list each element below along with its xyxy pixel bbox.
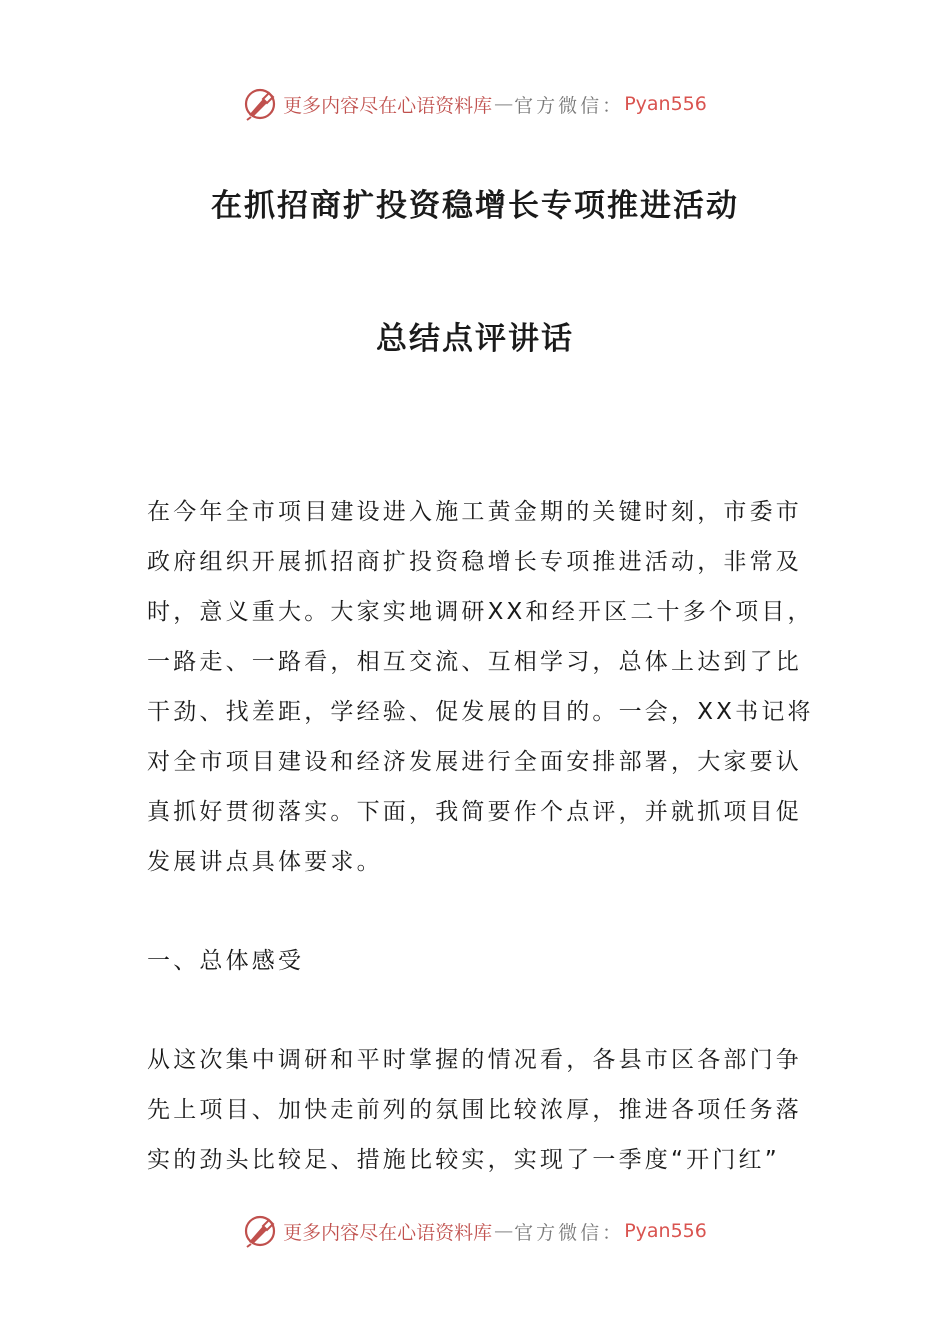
paragraph-line: 政府组织开展抓招商扩投资稳增长专项推进活动，非常及 bbox=[147, 549, 802, 575]
body-paragraph-1 bbox=[147, 487, 814, 887]
watermark-banner-bottom bbox=[0, 1211, 950, 1251]
body-paragraph-2 bbox=[147, 1035, 807, 1185]
watermark-banner-top bbox=[0, 84, 950, 124]
paragraph-line: 一路走、一路看，相互交流、互相学习，总体上达到了比 bbox=[147, 649, 802, 675]
document-title-line-2: 总结点评讲话 bbox=[376, 321, 574, 357]
watermark-library-text: 更多内容尽在心语资料库 bbox=[283, 94, 493, 117]
pen-nib-logo-icon bbox=[243, 87, 277, 121]
document-title-line-1: 在抓招商扩投资稳增长专项推进活动 bbox=[211, 188, 739, 224]
watermark-official-text: 官方微信： bbox=[514, 94, 625, 117]
watermark-wechat-id: Pyan556 bbox=[624, 93, 707, 115]
paragraph-line: 从这次集中调研和平时掌握的情况看，各县市区各部门争 bbox=[147, 1047, 802, 1073]
paragraph-line: 发展讲点具体要求。 bbox=[147, 849, 383, 875]
paragraph-line: 对全市项目建设和经济发展进行全面安排部署，大家要认 bbox=[147, 749, 802, 775]
paragraph-line: 干劲、找差距，学经验、促发展的目的。一会，XX书记将 bbox=[147, 699, 814, 725]
watermark-official-text: 官方微信： bbox=[514, 1221, 625, 1244]
watermark-dash: — bbox=[494, 1220, 513, 1242]
section-heading: 一、总体感受 bbox=[147, 948, 305, 974]
paragraph-line: 在今年全市项目建设进入施工黄金期的关键时刻，市委市 bbox=[147, 499, 802, 525]
pen-nib-logo-icon bbox=[243, 1214, 277, 1248]
paragraph-line: 实的劲头比较足、措施比较实，实现了一季度“开门红” bbox=[147, 1147, 780, 1173]
paragraph-line: 先上项目、加快走前列的氛围比较浓厚，推进各项任务落 bbox=[147, 1097, 802, 1123]
watermark-wechat-id: Pyan556 bbox=[624, 1220, 707, 1242]
paragraph-line: 真抓好贯彻落实。下面，我简要作个点评，并就抓项目促 bbox=[147, 799, 802, 825]
watermark-library-text: 更多内容尽在心语资料库 bbox=[283, 1221, 493, 1244]
watermark-dash: — bbox=[494, 93, 513, 115]
paragraph-line: 时，意义重大。大家实地调研XX和经开区二十多个项目， bbox=[147, 599, 814, 625]
